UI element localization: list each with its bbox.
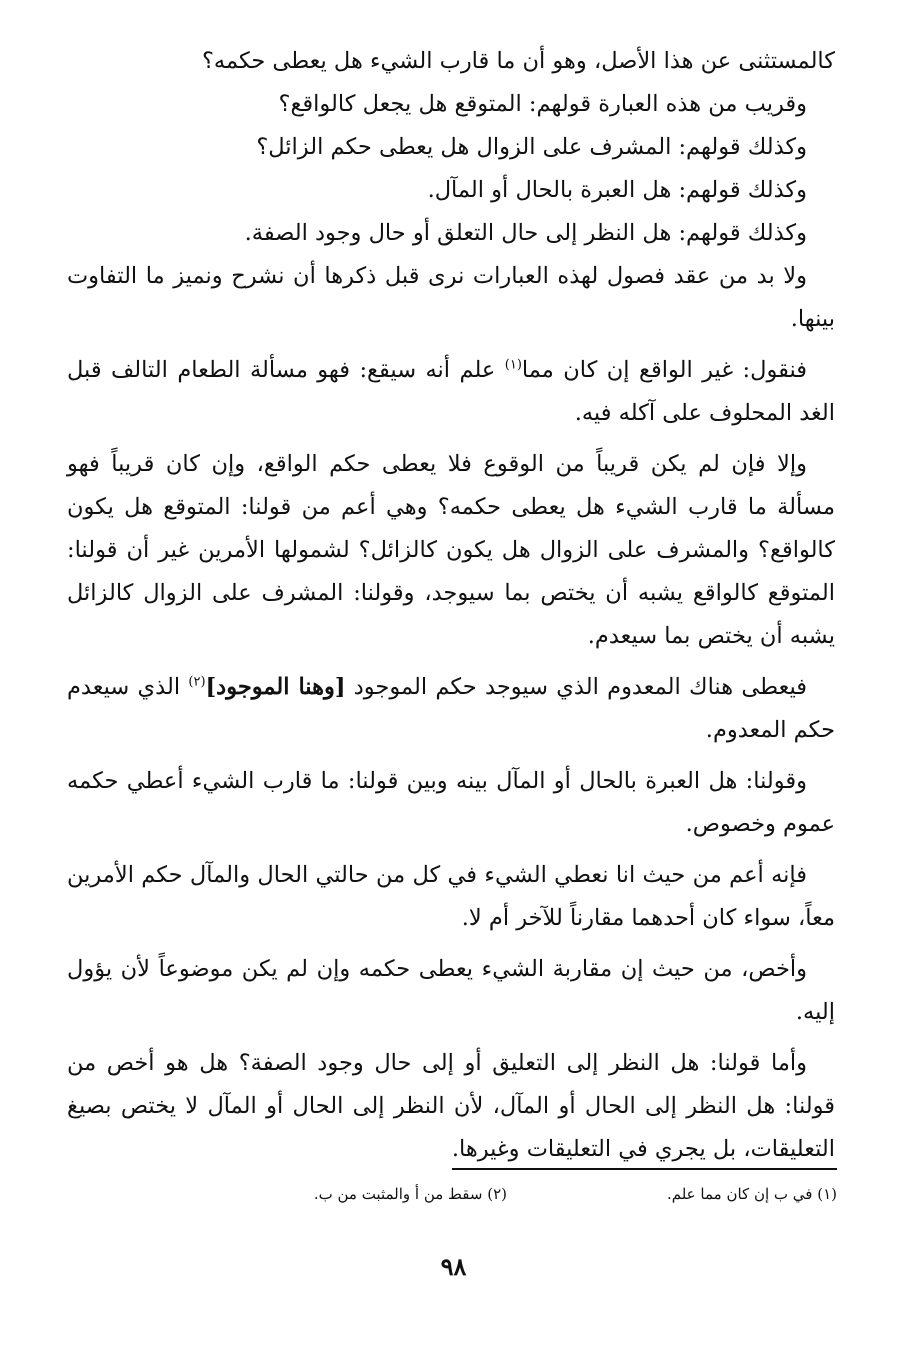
footnote: (٢) سقط من أ والمثبت من ب. — [313, 1185, 507, 1203]
footnote: (١) في ب إن كان مما علم. — [666, 1185, 837, 1203]
paragraph: كالمستثنى عن هذا الأصل، وهو أن ما قارب الشيء هل يعطى حكمه؟ — [201, 48, 835, 74]
footnote-ref: (١) — [504, 357, 522, 373]
paragraph — [67, 666, 835, 752]
paragraph: وكذلك قولهم: هل العبرة بالحال أو المآل. — [427, 177, 807, 203]
paragraph: وإلا فإن لم يكن قريباً من الوقوع فلا يعطى حكم الواقع، وإن كان قريباً فهو مسألة ما قارب الشيء هل يعطى حكمه؟ وهي أعم من قولنا: المتوقع هل يكون كالواقع؟ والمشرف على الزوال هل يكون كالزائل؟ لشمولها الأمرين غير أن قولنا: المتوقع كالواقع يشبه أن يختص بما سيوجد، وقولنا: المشرف على الزوال كالزائل يشبه أن يختص بما سيعدم. — [67, 451, 835, 649]
footnote-divider — [452, 1168, 837, 1170]
paragraph: وكذلك قولهم: هل النظر إلى حال التعلق أو حال وجود الصفة. — [244, 220, 807, 246]
paragraph — [67, 349, 835, 435]
paragraph: وقولنا: هل العبرة بالحال أو المآل بينه وبين قولنا: ما قارب الشيء أعطي حكمه عموم وخصوص. — [67, 768, 835, 837]
paragraph-text: الذي سيعدم حكم المعدوم. — [67, 674, 835, 743]
paragraph: ولا بد من عقد فصول لهذه العبارات نرى قبل ذكرها أن نشرح ونميز ما التفاوت بينها. — [67, 263, 835, 332]
paragraph-text: فيعطى هناك المعدوم الذي سيوجد حكم الموجود — [345, 674, 807, 700]
body-text — [67, 40, 835, 1171]
page-number: ٩٨ — [440, 1252, 467, 1281]
paragraph-text: علم أنه سيقع: فهو مسألة الطعام التالف قبل الغد المحلوف على آكله فيه. — [67, 357, 835, 426]
paragraph: وأما قولنا: هل النظر إلى التعليق أو إلى حال وجود الصفة؟ هل هو أخص من قولنا: هل النظر إلى الحال أو المآل، لأن النظر إلى الحال أو المآل لا يختص بصيغ التعليقات، بل يجري في التعليقات وغيرها. — [67, 1050, 835, 1162]
paragraph: وكذلك قولهم: المشرف على الزوال هل يعطى حكم الزائل؟ — [256, 134, 807, 160]
paragraph: وأخص، من حيث إن مقاربة الشيء يعطى حكمه وإن لم يكن موضوعاً لأن يؤول إليه. — [67, 956, 835, 1025]
paragraph-text: فنقول: غير الواقع إن كان مما — [521, 357, 808, 383]
footnote-ref: (٢) — [188, 674, 206, 690]
paragraph: فإنه أعم من حيث انا نعطي الشيء في كل من حالتي الحال والمآل حكم الأمرين معاً، سواء كان أحدهما مقارناً للآخر أم لا. — [67, 862, 835, 931]
bracketed-insertion: [وهنا الموجود] — [205, 674, 346, 700]
paragraph: وقريب من هذه العبارة قولهم: المتوقع هل يجعل كالواقع؟ — [278, 91, 807, 117]
